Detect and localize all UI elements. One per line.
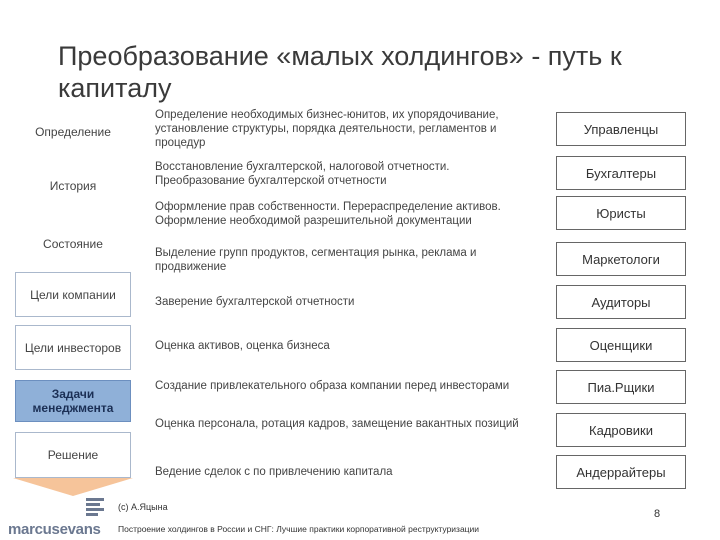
task-description: Заверение бухгалтерской отчетности [155,296,355,308]
stage-history: История [15,164,131,208]
arrow-head [13,478,133,496]
stage-company-goals: Цели компании [15,272,131,317]
role-box: Аудиторы [556,285,686,319]
role-box: Пиа.Рщики [556,370,686,404]
role-box: Маркетологи [556,242,686,276]
stage-management-tasks: Задачи менеджмента [15,380,131,422]
task-description: Ведение сделок с по привлечению капитала [155,466,393,478]
role-box: Кадровики [556,413,686,447]
brand-name: marcusevans [8,521,101,538]
task-description: Оформление прав собственности. Перераспределение активов. Оформление необходимой разрешительной документации [155,201,501,227]
footer-note: Построение холдингов в России и СНГ: Лучшие практики корпоративной реструктуризации [118,524,480,534]
role-box: Андеррайтеры [556,455,686,489]
task-description: Создание привлекательного образа компании перед инвесторами [155,380,510,392]
task-description: Выделение групп продуктов, сегментация рынка, реклама и продвижение [155,247,477,273]
stage-decision: Решение [15,432,131,478]
role-box: Управленцы [556,112,686,146]
page-number: 8 [654,508,661,520]
author-credit: (c) А.Яцына [118,502,168,512]
task-description: Оценка персонала, ротация кадров, замещение вакантных позиций [155,418,519,430]
stage-investor-goals: Цели инвесторов [15,325,131,370]
slide-title: Преобразование «малых холдингов» - путь к капиталу [58,41,622,103]
task-description: Определение необходимых бизнес-юнитов, их упорядочивание, установление структуры, порядка деятельности, регламентов и процедур [155,109,499,149]
task-description: Восстановление бухгалтерской, налоговой отчетности. Преобразование бухгалтерской отчетности [155,161,450,187]
role-box: Бухгалтеры [556,156,686,190]
stage-definition: Определение [15,110,131,154]
role-box: Оценщики [556,328,686,362]
task-description: Оценка активов, оценка бизнеса [155,340,330,352]
stage-state: Состояние [15,218,131,270]
role-box: Юристы [556,196,686,230]
